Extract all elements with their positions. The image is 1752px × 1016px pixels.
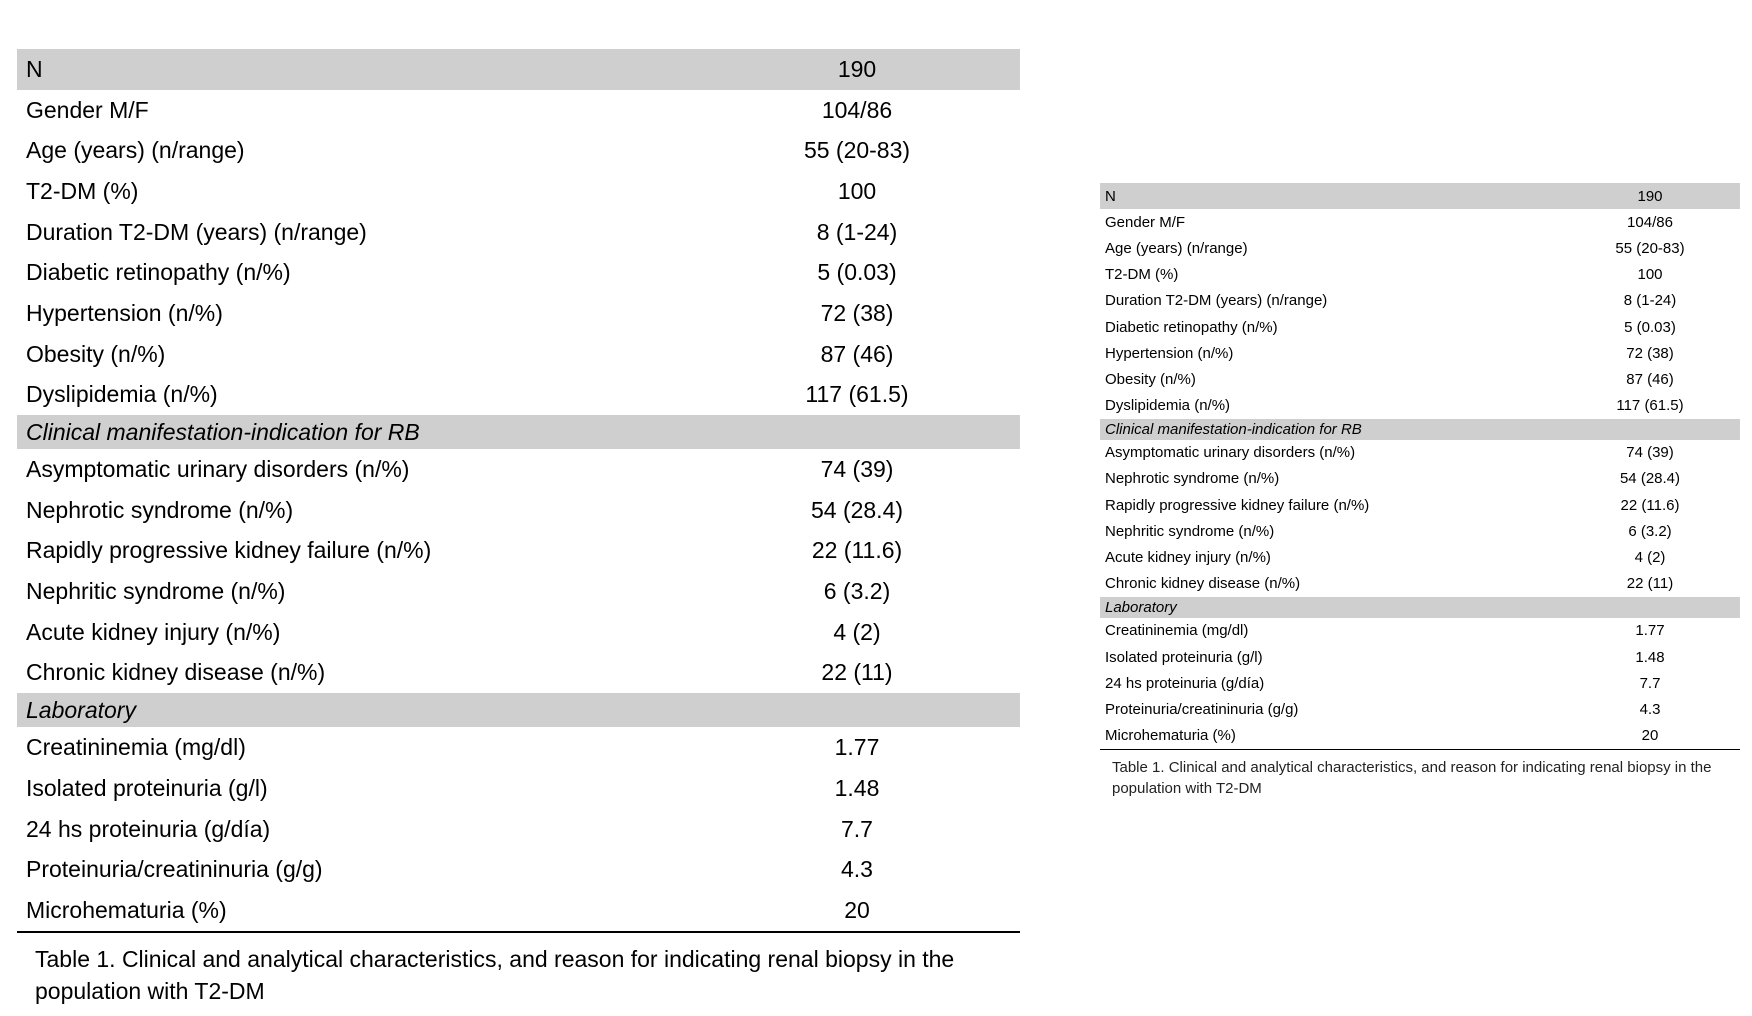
table-row: [17, 727, 1020, 768]
table-row: [17, 171, 1020, 212]
table-row: [17, 212, 1020, 253]
table-row: [1100, 235, 1740, 261]
table-row: [17, 130, 1020, 171]
row-label: Duration T2-DM (years) (n/range): [1105, 292, 1328, 310]
section-label: Laboratory: [1105, 598, 1177, 616]
row-value: 6 (3.2): [1628, 522, 1672, 540]
row-label: Gender M/F: [1105, 213, 1186, 231]
row-value: 8 (1-24): [1623, 292, 1677, 310]
row-value: 72 (38): [1626, 344, 1674, 362]
row-value: 100: [837, 177, 877, 204]
table-row: [17, 612, 1020, 653]
row-label: T2-DM (%): [26, 177, 139, 204]
table-row: [1100, 571, 1740, 597]
row-value: 1.77: [834, 734, 880, 761]
table-row: [17, 571, 1020, 612]
row-label: N: [26, 55, 43, 82]
row-label: Age (years) (n/range): [1105, 239, 1248, 257]
row-label: T2-DM (%): [1105, 266, 1179, 284]
row-label: Gender M/F: [26, 96, 149, 123]
row-value: 74 (39): [820, 456, 894, 483]
row-value: 87 (46): [820, 340, 894, 367]
table-row: [1100, 492, 1740, 518]
row-value: 117 (61.5): [805, 381, 909, 408]
row-value: 104/86: [1627, 213, 1673, 231]
row-label: Chronic kidney disease (n/%): [1105, 575, 1301, 593]
row-value: 22 (11): [821, 659, 893, 686]
table-row: [17, 849, 1020, 890]
table-row: [1100, 440, 1740, 466]
table-row: [17, 768, 1020, 809]
row-value: 22 (11.6): [1620, 496, 1680, 514]
row-value: 74 (39): [1626, 444, 1674, 462]
row-value: 4 (2): [833, 618, 881, 645]
row-value: 117 (61.5): [1616, 397, 1684, 415]
row-value: 190: [1637, 187, 1663, 205]
row-label: Nephrotic syndrome (n/%): [1105, 470, 1280, 488]
table-row: [17, 653, 1020, 694]
row-value: 7.7: [1639, 674, 1661, 692]
table-row: [17, 490, 1020, 531]
row-value: 20: [844, 896, 870, 923]
row-label: Acute kidney injury (n/%): [1105, 549, 1271, 567]
row-value: 54 (28.4): [810, 496, 904, 523]
row-label: Creatininemia (mg/dl): [26, 734, 246, 761]
table-row: [1100, 393, 1740, 419]
row-label: Creatininemia (mg/dl): [1105, 622, 1249, 640]
row-value: 1.77: [1635, 622, 1665, 640]
row-label: Diabetic retinopathy (n/%): [1105, 318, 1278, 336]
table-row: [1100, 696, 1740, 722]
table-row: [1100, 183, 1740, 209]
row-value: 104/86: [821, 96, 893, 123]
row-value: 87 (46): [1626, 370, 1674, 388]
table-caption: Table 1. Clinical and analytical characteristics, and reason for indicating renal biopsy in the population with T2-DM: [35, 945, 955, 1004]
table-large: [17, 49, 1020, 1007]
row-value: 6 (3.2): [823, 578, 891, 605]
row-label: Hypertension (n/%): [1105, 344, 1234, 362]
table-row: [1100, 288, 1740, 314]
row-label: Rapidly progressive kidney failure (n/%): [1105, 496, 1370, 514]
row-label: Nephritic syndrome (n/%): [1105, 522, 1275, 540]
section-label: Clinical manifestation-indication for RB: [26, 418, 420, 445]
row-label: Asymptomatic urinary disorders (n/%): [1105, 444, 1356, 462]
row-label: Dyslipidemia (n/%): [26, 381, 218, 408]
table-row: [17, 49, 1020, 90]
row-label: Isolated proteinuria (g/l): [26, 774, 268, 801]
table-row: [1100, 670, 1740, 696]
row-value: 72 (38): [820, 299, 894, 326]
table-row: [1100, 618, 1740, 644]
table-row: [1100, 340, 1740, 366]
table-row: [1100, 314, 1740, 340]
section-label: Laboratory: [26, 696, 136, 723]
table-row: [17, 293, 1020, 334]
table-row: [17, 809, 1020, 850]
row-value: 100: [1637, 266, 1663, 284]
row-value: 1.48: [1635, 648, 1665, 666]
table-row: [1100, 644, 1740, 670]
table-row: [17, 334, 1020, 375]
section-header: [17, 693, 1020, 727]
row-value: 4.3: [841, 856, 873, 883]
row-label: Duration T2-DM (years) (n/range): [26, 218, 367, 245]
table-row: [1100, 262, 1740, 288]
row-label: Hypertension (n/%): [26, 299, 223, 326]
row-label: Rapidly progressive kidney failure (n/%): [26, 537, 432, 564]
row-label: Age (years) (n/range): [26, 137, 245, 164]
row-label: Nephritic syndrome (n/%): [26, 578, 286, 605]
table-row: [17, 252, 1020, 293]
row-label: 24 hs proteinuria (g/día): [1105, 674, 1265, 692]
row-label: Microhematuria (%): [26, 896, 227, 923]
row-label: Proteinuria/creatininuria (g/g): [1105, 700, 1299, 718]
table-row: [1100, 466, 1740, 492]
table-row: [17, 449, 1020, 490]
row-value: 8 (1-24): [816, 218, 898, 245]
section-header: [1100, 419, 1740, 440]
row-label: Proteinuria/creatininuria (g/g): [26, 856, 323, 883]
row-label: Isolated proteinuria (g/l): [1105, 648, 1263, 666]
row-label: Acute kidney injury (n/%): [26, 618, 281, 645]
row-label: Obesity (n/%): [26, 340, 166, 367]
table-row: [1100, 366, 1740, 392]
section-header: [1100, 597, 1740, 618]
row-label: Chronic kidney disease (n/%): [26, 659, 326, 686]
section-header: [17, 415, 1020, 449]
row-value: 22 (11): [1626, 575, 1674, 593]
row-value: 4.3: [1639, 700, 1661, 718]
row-value: 54 (28.4): [1619, 470, 1681, 488]
row-label: Dyslipidemia (n/%): [1105, 397, 1231, 415]
row-label: Obesity (n/%): [1105, 370, 1196, 388]
table-caption: Table 1. Clinical and analytical characteristics, and reason for indicating renal biopsy in the population with T2-DM: [1112, 758, 1712, 797]
table-row: [1100, 723, 1740, 749]
row-label: Nephrotic syndrome (n/%): [26, 496, 294, 523]
row-value: 5 (0.03): [1624, 318, 1676, 336]
table-row: [17, 531, 1020, 572]
row-label: N: [1105, 187, 1116, 205]
row-value: 7.7: [841, 815, 873, 842]
row-label: Asymptomatic urinary disorders (n/%): [26, 456, 410, 483]
table-row: [17, 375, 1020, 416]
row-value: 4 (2): [1634, 549, 1666, 567]
row-value: 20: [1641, 727, 1659, 745]
row-value: 5 (0.03): [817, 259, 897, 286]
row-value: 55 (20-83): [1615, 239, 1685, 257]
row-value: 190: [837, 55, 877, 82]
table-row: [1100, 544, 1740, 570]
section-label: Clinical manifestation-indication for RB: [1105, 420, 1362, 438]
row-label: 24 hs proteinuria (g/día): [26, 815, 271, 842]
table-row: [1100, 209, 1740, 235]
row-label: Diabetic retinopathy (n/%): [26, 259, 291, 286]
row-value: 1.48: [834, 774, 880, 801]
row-value: 55 (20-83): [803, 137, 911, 164]
row-label: Microhematuria (%): [1105, 727, 1236, 745]
table-row: [17, 890, 1020, 931]
table-small: [1100, 183, 1740, 799]
table-row: [17, 90, 1020, 131]
row-value: 22 (11.6): [811, 537, 903, 564]
table-row: [1100, 518, 1740, 544]
